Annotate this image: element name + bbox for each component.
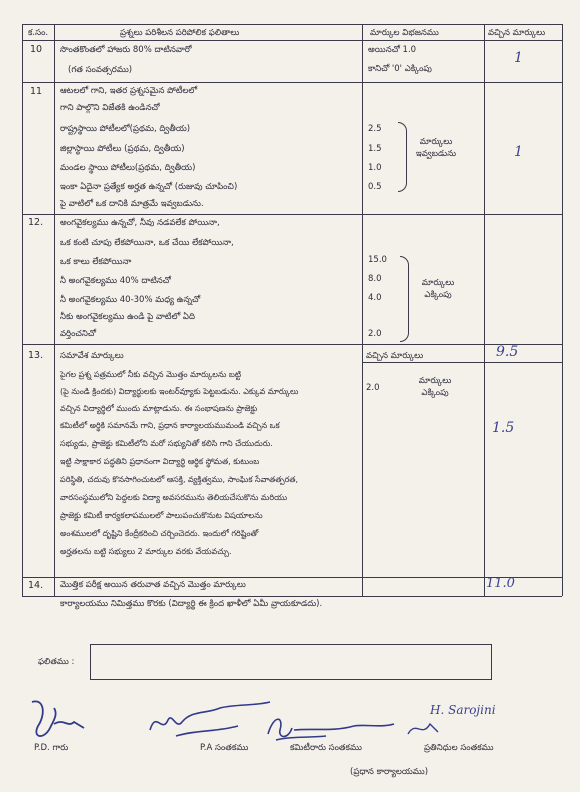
marks-value: కానిచో '0' ఎక్కింపు	[368, 64, 432, 74]
table-border	[22, 24, 562, 25]
row-text-line: అర్హతలను బట్టి సభ్యులు 2 మార్కుల వరకు వేయవచ్చు.	[60, 547, 232, 556]
signature-representative-name: H. Sarojini	[430, 703, 496, 717]
header-col-awarded: వచ్చిన మార్కులు	[488, 28, 546, 38]
row-text-line: గాని పాల్గొని విజేతకి ఉండినచో	[60, 103, 160, 113]
office-use-note: కార్యాలయము నిమిత్తము కొరకు (విద్యార్థి ఈ క్రింద ఖాళీలో ఏమీ వ్రాయకూడదు).	[60, 599, 323, 609]
signature-label: P.D. గారు	[34, 743, 69, 753]
table-border	[22, 24, 23, 596]
row-text-line: నీకు అంగవైకల్యము ఉండి పై వాటిలో ఏది	[60, 312, 195, 322]
table-divider	[22, 214, 562, 215]
marks-note: మార్కులు ఎక్కింపు	[418, 376, 452, 398]
table-border	[22, 596, 562, 597]
table-divider	[484, 24, 485, 596]
table-divider	[22, 40, 562, 41]
brace	[400, 256, 409, 342]
marks-value: 8.0	[368, 274, 382, 284]
brace	[398, 122, 407, 192]
marks-value: 0.5	[368, 182, 382, 192]
table-divider	[22, 577, 562, 578]
row-text-line: రాష్ట్రస్థాయి పోటీలలో(ప్రథమ, ద్వితీయ)	[60, 124, 191, 134]
marks-value: 2.5	[368, 124, 382, 134]
row-text-line: మండల స్థాయి పోటీలు(ప్రథమ, ద్వితీయ)	[60, 163, 196, 173]
row-text-line: కమిటీలో అర్థికి సమానమే గాని, ప్రధాన కార్యాలయముమండి వచ్చిన ఒక	[60, 421, 280, 430]
row-number: 13.	[28, 350, 44, 361]
row-text-line: అంగవైకల్యము ఉన్నచో, నీవు నడవలేక పోయినా,	[60, 218, 220, 228]
awarded-mark: 1	[514, 144, 523, 160]
signature-pd	[24, 694, 94, 746]
row-text-line: ఒక కాలు లేకపోయినా	[60, 257, 132, 267]
awarded-mark: 1.5	[492, 420, 515, 436]
result-label: ఫలితము :	[38, 657, 75, 667]
row-text-line: వారసంస్థములోని పెద్దలకు విద్యా అవసరమును తెలియచేసుకొను మరియు	[60, 493, 288, 502]
marks-note: మార్కులు ఇవ్వబడును	[415, 137, 457, 159]
marks-value: 4.0	[368, 293, 382, 303]
marks-value: 15.0	[368, 255, 387, 265]
row-text-line: అంశములలో దృష్టిని కేంద్రీకరించి చర్చించెదరు. ఇందులో గరిష్టింతో	[60, 529, 259, 538]
row-number: 14.	[28, 580, 44, 591]
result-field[interactable]	[90, 644, 492, 680]
awarded-mark: 1	[514, 50, 523, 66]
table-border	[562, 24, 563, 596]
row-text-line: జిల్లాస్థాయి పోటీలు (ప్రథమ, ద్వితీయ)	[60, 144, 185, 154]
row-title: సమావేశ మార్కులు	[60, 351, 124, 361]
row-text-line: పైగల ప్రశ్న పత్రములో నీకు వచ్చిన మొత్తం మార్కులను బట్టి	[60, 370, 242, 379]
awarded-mark: 9.5	[496, 344, 519, 360]
row-text-line: సొంతకొంతలో హాజరు 80% దాటినవారో	[60, 45, 192, 55]
marks-value: 2.0	[366, 383, 380, 393]
office-label: (ప్రధాన కార్యాలయము)	[350, 767, 429, 777]
row-number: 12.	[28, 217, 44, 228]
table-divider	[22, 344, 562, 345]
row-number: 10	[30, 44, 43, 55]
row-number: 11	[30, 86, 43, 97]
row-text-line: (పై నుండి క్రిందకు) విద్యార్థులకు ఇంటర్‌వ్యూకు పెట్టబడును. ఎక్కువ మార్కులు	[60, 387, 299, 396]
marks-value: 1.0	[368, 163, 382, 173]
row-text-line: మొత్తిక పరీక్ష అయిన తరువాత వచ్చిన మొత్తం మార్కులు	[60, 580, 246, 590]
row-text-line: ఆటలలో గాని, ఇతర ప్రశ్నసమైన పోటీలలో	[60, 86, 198, 96]
row-text-line: ప్రాజెక్టు కమిటీ కార్యకలాపములలో పాలుపంచుకొనుట విషయాలను	[60, 511, 263, 520]
marks-value: 1.5	[368, 144, 382, 154]
row-text-line: పరిస్థితి, చదువు కొనసాగించుటలో ఆసక్తి, వ్యక్తిత్వము, సాంఘిక సేవాతత్పరత,	[60, 475, 299, 484]
row-text-line: నీ అంగవైకల్యము 40-30% మధ్య ఉన్నచో	[60, 295, 201, 305]
header-col-description: ప్రశ్నలు పరిశీలన పరిపోలిక ఫలితాలు	[120, 28, 240, 38]
table-divider	[362, 24, 363, 596]
row-text-line: పై వాటిలో ఒక దానికి మాత్రమే ఇవ్వబడును.	[60, 199, 204, 209]
signature-label: ప్రతినిధుల సంతకము	[424, 743, 494, 753]
marks-header: వచ్చిన మార్కులు	[366, 351, 424, 361]
row-text-line: ఇంకా ఏదైనా ప్రత్యేక అర్హత ఉన్నచో (రుజువు చూపించి)	[60, 182, 238, 192]
row-text-line: ఒక కంటి చూపు లేకపోయినా, ఒక చేయి లేకపోయినా,	[60, 238, 234, 248]
header-col-number: క.సం.	[28, 28, 49, 38]
awarded-total: 11.0	[486, 576, 515, 591]
header-col-marks: మార్కుల విభజనము	[370, 28, 439, 38]
marks-value: 2.0	[368, 329, 382, 339]
table-divider	[22, 82, 562, 83]
row-text-line: వర్తించనిచో	[60, 329, 96, 339]
row-text-line: సభ్యుడు, ప్రాజెక్టు కమిటీలోని మరో సభ్యునితో కలిసి గాని చేయుదురు.	[60, 439, 273, 448]
table-divider	[54, 24, 55, 596]
signature-representative	[404, 716, 444, 740]
signature-committee	[262, 708, 398, 744]
signature-pa	[146, 700, 276, 740]
row-text-line: వచ్చిన విద్యార్థిలో ముందు మాట్లాడును. ఈ సంభాషణను ప్రాజెక్టు	[60, 404, 258, 413]
signature-label: కమిటీరారు సంతకము	[290, 743, 362, 753]
row-text-line: (గత సంవత్సరము)	[68, 65, 133, 75]
marks-note: మార్కులు ఎక్కింపు	[421, 278, 455, 300]
row-text-line: ఇట్టి సాక్షాకార పద్ధతిని ప్రధానంగా విద్యార్థి ఆర్థిక స్థోమత, కుటుంబ	[60, 457, 260, 466]
marks-value: అయినచో 1.0	[368, 45, 417, 55]
row-text-line: నీ అంగవైకల్యము 40% దాటినచో	[60, 276, 171, 286]
signature-label: P.A సంతకము	[200, 743, 249, 753]
table-divider	[362, 362, 562, 363]
